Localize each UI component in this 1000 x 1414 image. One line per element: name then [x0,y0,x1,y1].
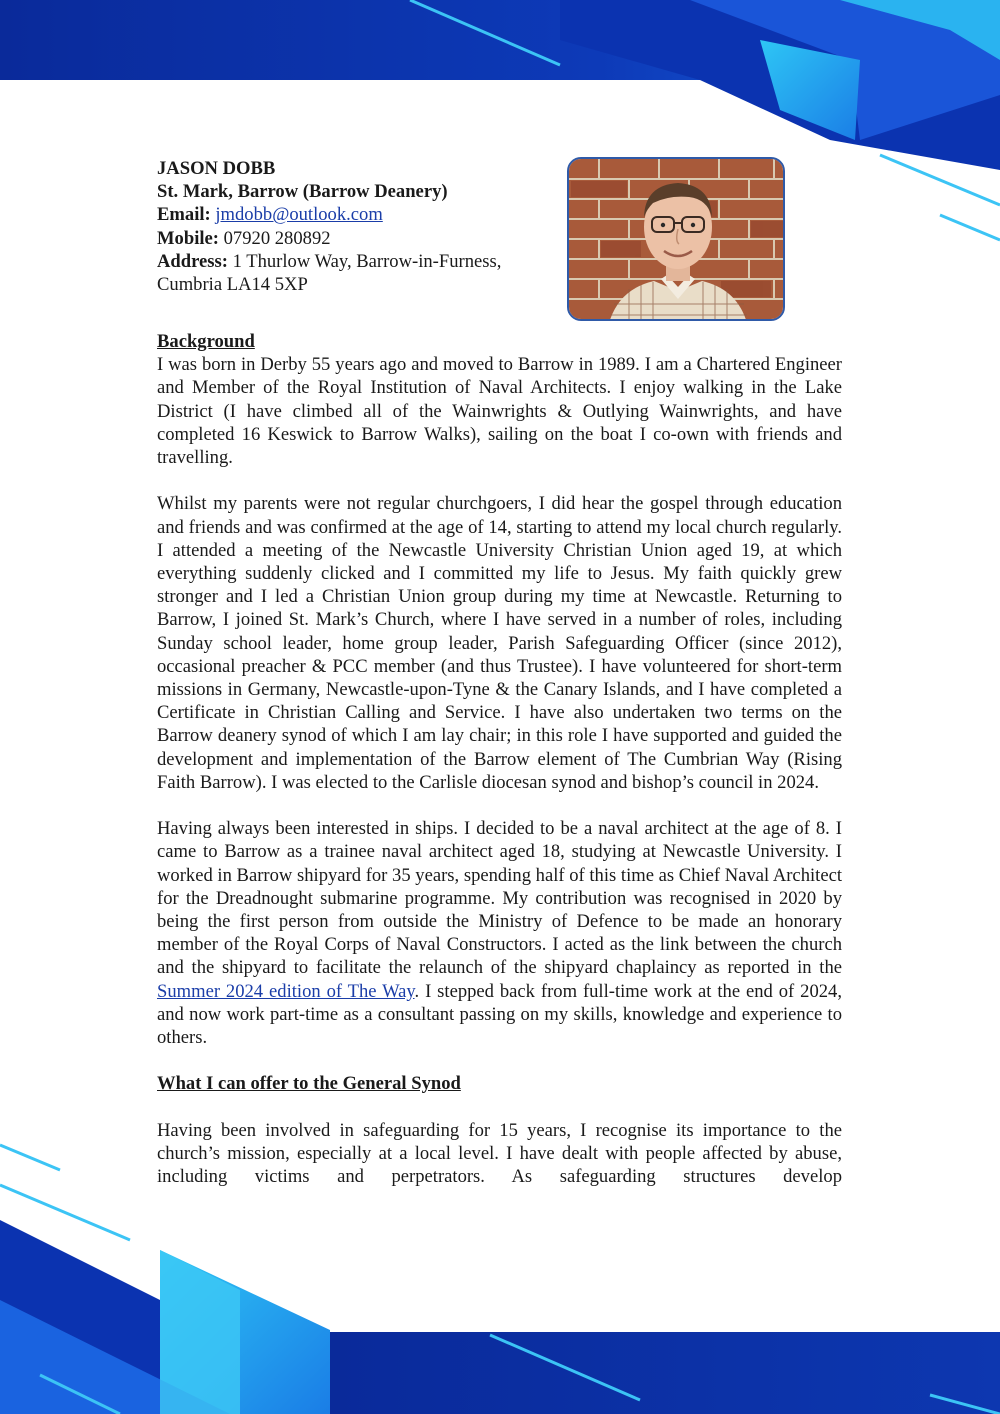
offer-paragraph-1: Having been involved in safeguarding for 15 years, I recognise its importance to the church’s mission, especially at a local level. I have dealt with people affected by abuse, including victims and perpetrators. As safeguarding structures develop [157,1119,842,1188]
contact-block [157,157,557,296]
header-section [157,157,842,330]
background-paragraph-1: I was born in Derby 55 years ago and moved to Barrow in 1989. I am a Chartered Engineer and Member of the Royal Institution of Naval Architects. I enjoy walking in the Lake District (I have climbed all of the Wainwrights & Outlying Wainwrights, and have completed 16 Keswick to Barrow Walks), sailing on the boat I co-own with friends and travelling. [157,354,842,469]
parish-line: St. Mark, Barrow (Barrow Deanery) [157,181,448,203]
address-line-2: Cumbria LA14 5XP [157,274,308,296]
address-line-1 [157,250,557,273]
background-paragraph-3 [157,817,842,1049]
background-paragraph-2: Whilst my parents were not regular churchgoers, I did hear the gospel through education and friends and was confirmed at the age of 14, starting to attend my local church regularly. I attended a meeting of the Newcastle University Christian Union aged 19, at which everything suddenly clicked and I committed my life to Jesus. My faith quickly grew stronger and I led a Christian Union group during my time at Newcastle. Returning to Barrow, I joined St. Mark’s Church, where I have served in a number of roles, including Sunday school leader, home group leader, Parish Safeguarding Officer (since 2012), occasional preacher & PCC member (and thus Trustee). I have volunteered for short-term missions in Germany, Newcastle-upon-Tyne & the Canary Islands, and I have completed a Certificate in Christian Calling and Service. I have also undertaken two terms on the Barrow deanery synod of which I am lay chair; in this role I have supported and guided the development and implementation of the Barrow element of The Cumbrian Way (Rising Faith Barrow). I was elected to the Carlisle diocesan synod and bishop’s council in 2024. [157,493,842,793]
background-heading: Background [157,331,255,352]
paragraph-3-text-b: . I stepped back from full-time work at the end of 2024, and now work part-time as a consultant passing on my skills, knowledge and experience to others. [157,980,842,1049]
mobile-value: 07920 280892 [223,227,331,249]
document-body [157,157,842,1188]
address-label: Address: [157,250,228,272]
email-line [157,203,557,226]
candidate-name: JASON DOBB [157,158,276,179]
email-link[interactable]: jmdobb@outlook.com [215,204,383,226]
mobile-line [157,227,557,250]
email-label: Email: [157,204,211,226]
mobile-label: Mobile: [157,227,219,249]
the-way-article-link[interactable]: Summer 2024 edition of The Way [157,980,415,1002]
candidate-photo [567,157,785,321]
address-value-1: 1 Thurlow Way, Barrow-in-Furness, [232,250,502,272]
paragraph-3-text-a: Having always been interested in ships. I decided to be a naval architect at the age of 8. I came to Barrow as a trainee naval architect aged 18, studying at Newcastle University. I worked in Barrow shipyard for 35 years, spending half of this time as Chief Naval Architect for the Dreadnought submarine programme. My contribution was recognised in 2020 by being the first person from outside the Ministry of Defence to be made an honorary member of the Royal Corps of Naval Constructors. I acted as the link between the church and the shipyard to facilitate the relaunch of the shipyard chaplaincy as reported in the [157,818,842,979]
offer-heading: What I can offer to the General Synod [157,1073,461,1095]
